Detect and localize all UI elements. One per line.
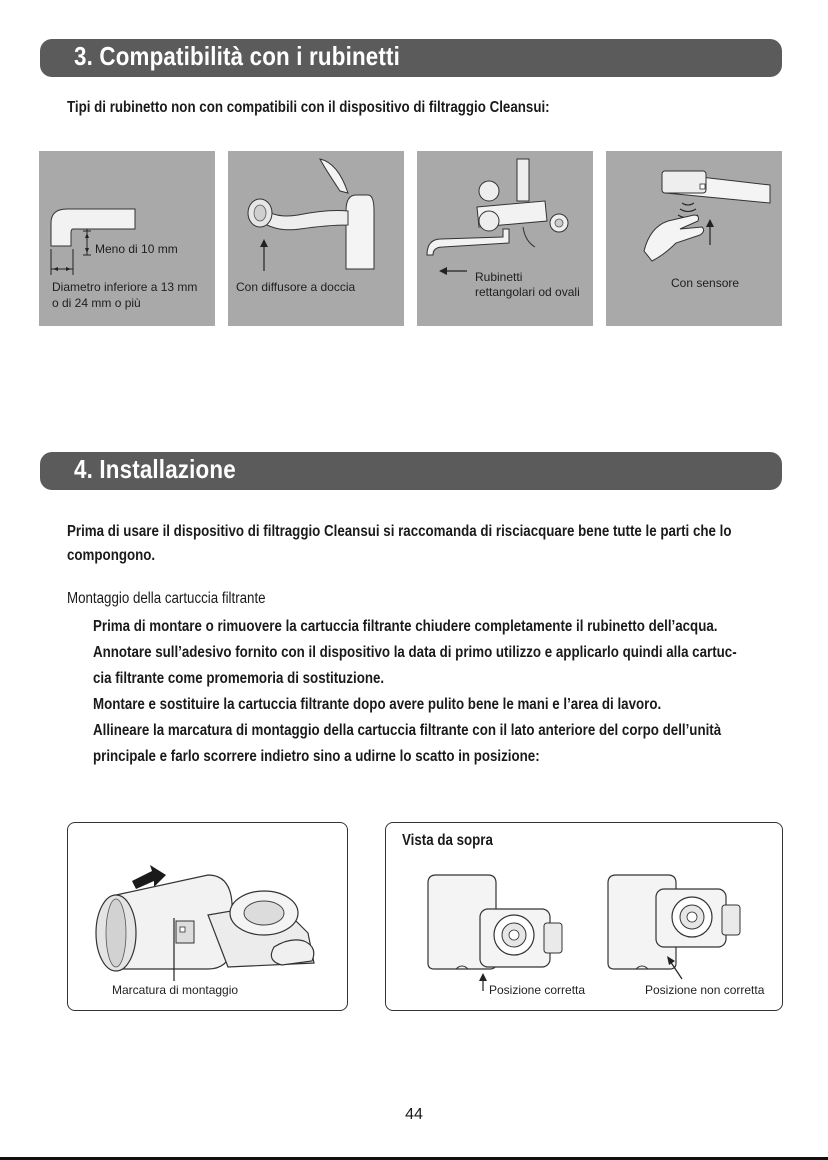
step-line-4: Montare e sostituire la cartuccia filtrante dopo avere pulito bene le mani e l’area di lavoro. xyxy=(93,696,662,713)
step-line-2: Annotare sull’adesivo fornito con il dispositivo la data di primo utilizzo e applicarlo quindi alla cartuc- xyxy=(93,644,737,661)
faucet-panel-rectangular xyxy=(417,151,593,326)
step-line-3: cia filtrante come promemoria di sostituzione. xyxy=(93,670,385,687)
sensor-label: Con sensore xyxy=(671,276,740,290)
step-line-6: principale e farlo scorrere indietro sino a udirne lo scatto in posizione: xyxy=(93,748,540,765)
page-number: 44 xyxy=(405,1106,423,1123)
dimension-label-thickness: Meno di 10 mm xyxy=(95,242,178,256)
dimension-label-diameter-2: o di 24 mm o più xyxy=(52,296,141,310)
rectangular-label-2: rettangolari od ovali xyxy=(475,285,580,299)
section-4-banner xyxy=(40,452,782,490)
faucet-panel-shower xyxy=(228,151,404,326)
faucet-panel-sensor xyxy=(606,151,782,326)
rectangular-label-1: Rubinetti xyxy=(475,270,523,284)
figure-mounting-mark xyxy=(67,822,348,1011)
section-4-intro-line-2: compongono. xyxy=(67,547,156,564)
subheading-cartridge: Montaggio della cartuccia filtrante xyxy=(67,590,266,607)
shower-faucet-illustration xyxy=(228,151,404,326)
section-4-title: 4. Installazione xyxy=(74,454,236,484)
step-line-5: Allineare la marcatura di montaggio della cartuccia filtrante con il lato anteriore del corpo dell’unità xyxy=(93,722,722,739)
shower-label: Con diffusore a doccia xyxy=(236,280,356,294)
figure-top-view xyxy=(385,822,783,1011)
section-3-intro: Tipi di rubinetto non con compatibili con il dispositivo di filtraggio Cleansui: xyxy=(67,99,550,116)
incorrect-position-label: Posizione non corretta xyxy=(645,983,765,997)
section-3-banner xyxy=(40,39,782,77)
section-3-title: 3. Compatibilità con i rubinetti xyxy=(74,41,401,71)
mounting-mark-label: Marcatura di montaggio xyxy=(112,983,239,997)
top-view-title: Vista da sopra xyxy=(402,832,493,849)
top-view-illustration xyxy=(386,823,782,1010)
dimension-label-diameter: Diametro inferiore a 13 mm xyxy=(52,280,198,294)
filter-mounting-illustration xyxy=(68,823,347,1010)
section-4-intro-line-1: Prima di usare il dispositivo di filtraggio Cleansui si raccomanda di risciacquare bene tutte le parti che lo xyxy=(67,523,732,540)
sensor-faucet-illustration xyxy=(606,151,782,326)
correct-position-label: Posizione corretta xyxy=(489,983,586,997)
step-line-1: Prima di montare o rimuovere la cartuccia filtrante chiudere completamente il rubinetto dell’acqua. xyxy=(93,618,718,635)
faucet-panel-dimensions xyxy=(39,151,215,326)
